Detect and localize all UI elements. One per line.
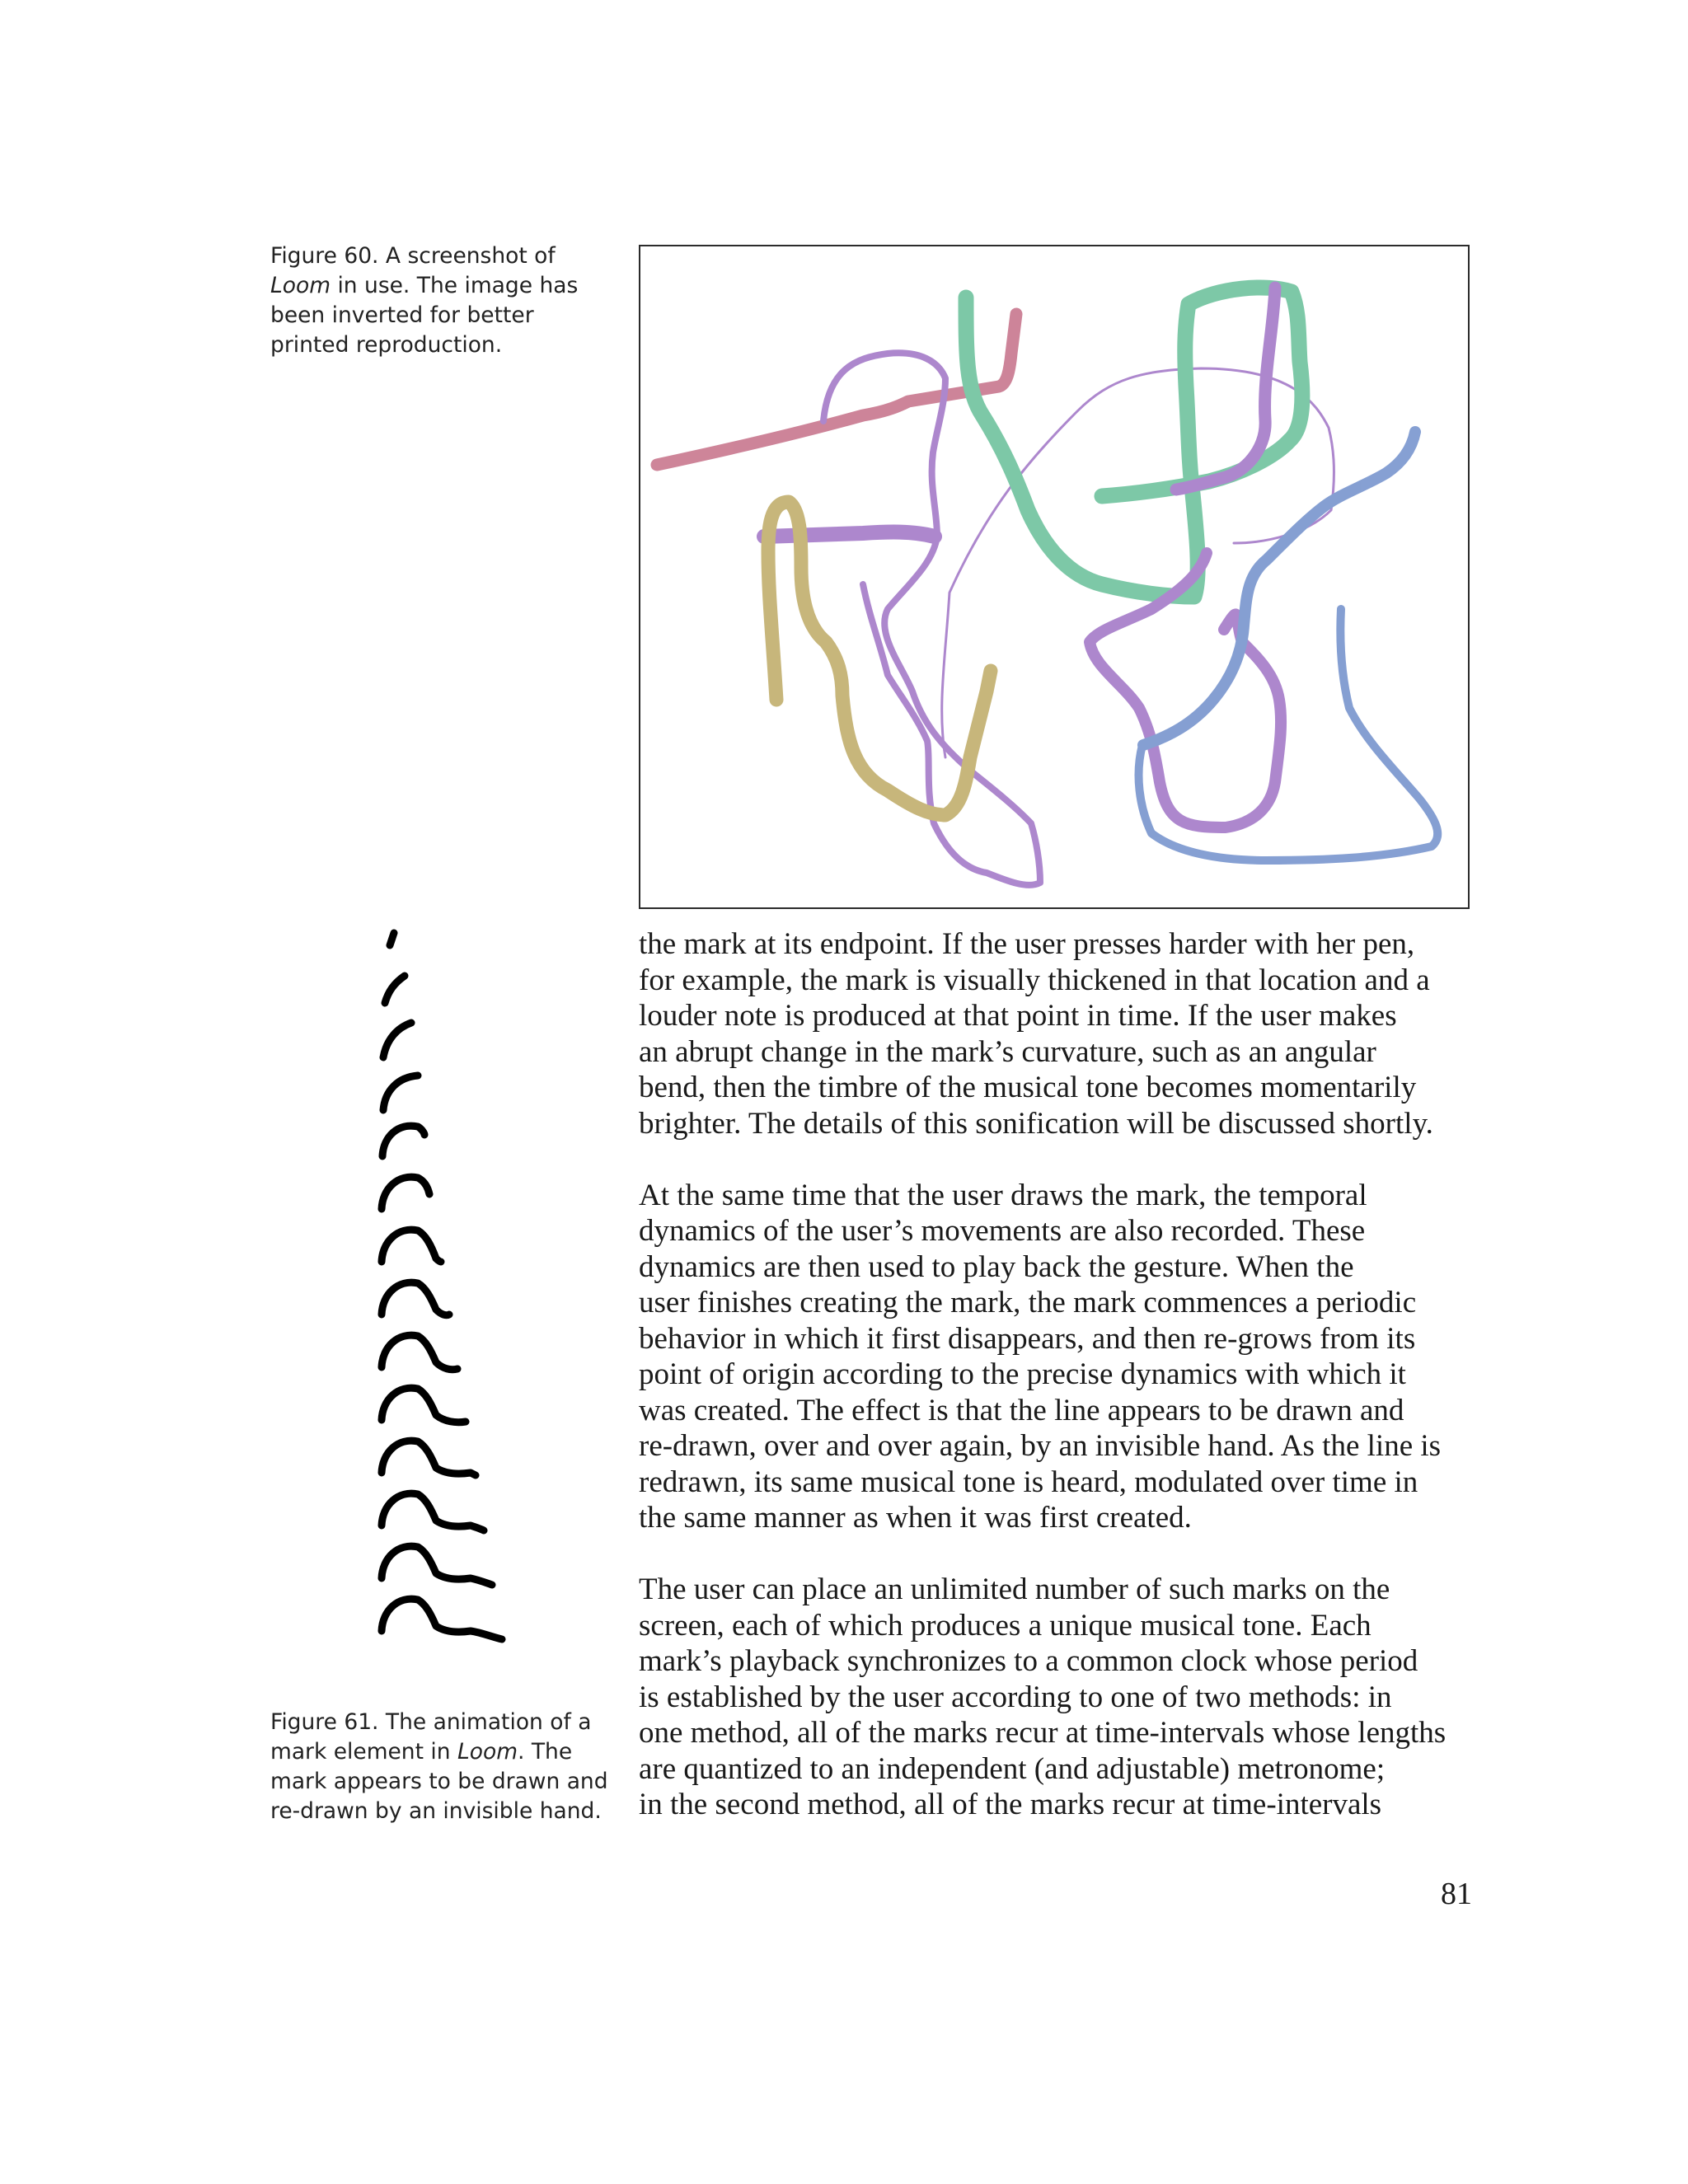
animation-frame-3 (383, 1023, 411, 1057)
loom-mark-purple-2 (764, 532, 935, 537)
page-number: 81 (1441, 1877, 1472, 1911)
figure-60-caption: Figure 60. A screenshot of Loom in use. The image has been inverted for better printed reproduction. (270, 243, 579, 358)
animation-frame-10 (382, 1388, 466, 1422)
body-line: dynamics are then used to play back the gesture. When the (639, 1249, 1354, 1284)
body-line: user finishes creating the mark, the mark commences a periodic (639, 1286, 1417, 1319)
body-line: mark’s playback synchronizes to a common clock whose period (639, 1644, 1418, 1678)
body-line: one method, all of the marks recur at time-intervals whose lengths (639, 1716, 1447, 1750)
body-paragraph (639, 926, 1488, 1141)
animation-frame-8 (382, 1282, 449, 1315)
loom-marks-canvas (640, 246, 1468, 907)
body-line: is established by the user according to one of two methods: in (639, 1680, 1392, 1714)
animation-frame-12 (382, 1493, 484, 1530)
animation-frame-13 (382, 1546, 492, 1585)
animation-frame-1 (390, 933, 394, 945)
body-paragraph (639, 1178, 1488, 1536)
animation-frame-7 (382, 1230, 441, 1262)
animation-frame-14 (382, 1599, 502, 1639)
animation-frame-4 (383, 1076, 418, 1110)
body-line: redrawn, its same musical tone is heard, modulated over time in (639, 1465, 1418, 1499)
figure-61-mark-animation (367, 919, 532, 1690)
body-line: louder note is produced at that point in time. If the user makes (639, 999, 1397, 1033)
body-text (639, 926, 1488, 1858)
body-line: screen, each of which produces a unique musical tone. Each (639, 1608, 1372, 1643)
animation-frame-5 (382, 1126, 424, 1156)
body-line: was created. The effect is that the line appears to be drawn and (639, 1393, 1404, 1427)
body-line: dynamics of the user’s movements are also recorded. These (639, 1214, 1366, 1248)
figure-61-caption: Figure 61. The animation of a mark element in Loom. The mark appears to be drawn and re-drawn by an invisible hand. (270, 1709, 608, 1824)
body-line: brighter. The details of this sonification will be discussed shortly. (639, 1106, 1433, 1141)
body-line: re-drawn, over and over again, by an invisible hand. As the line is (639, 1429, 1442, 1463)
body-line: an abrupt change in the mark’s curvature, such as an angular (639, 1034, 1376, 1069)
body-line: the mark at its endpoint. If the user presses harder with her pen, (639, 927, 1415, 961)
body-line: point of origin according to the precise dynamics with which it (639, 1357, 1406, 1391)
body-line: At the same time that the user draws the mark, the temporal (639, 1178, 1367, 1212)
body-line: behavior in which it first disappears, and then re-grows from its (639, 1321, 1416, 1356)
loom-mark-yellow (768, 502, 991, 815)
animation-frame-6 (382, 1177, 429, 1209)
animation-frame-9 (382, 1335, 457, 1370)
body-line: The user can place an unlimited number of such marks on the (639, 1572, 1390, 1606)
body-line: are quantized to an independent (and adjustable) metronome; (639, 1751, 1386, 1786)
loom-mark-purple-1 (823, 353, 1040, 885)
body-line: the same manner as when it was first created. (639, 1501, 1192, 1535)
mark-animation-frames (367, 919, 532, 1685)
body-line: for example, the mark is visually thickened in that location and a (639, 963, 1430, 997)
body-line: in the second method, all of the marks recur at time-intervals (639, 1788, 1382, 1821)
animation-frame-2 (385, 976, 405, 1003)
figure-60-loom-screenshot (639, 245, 1470, 909)
body-paragraph (639, 1572, 1488, 1823)
body-line: bend, then the timbre of the musical tone becomes momentarily (639, 1071, 1417, 1104)
animation-frame-11 (382, 1441, 476, 1475)
